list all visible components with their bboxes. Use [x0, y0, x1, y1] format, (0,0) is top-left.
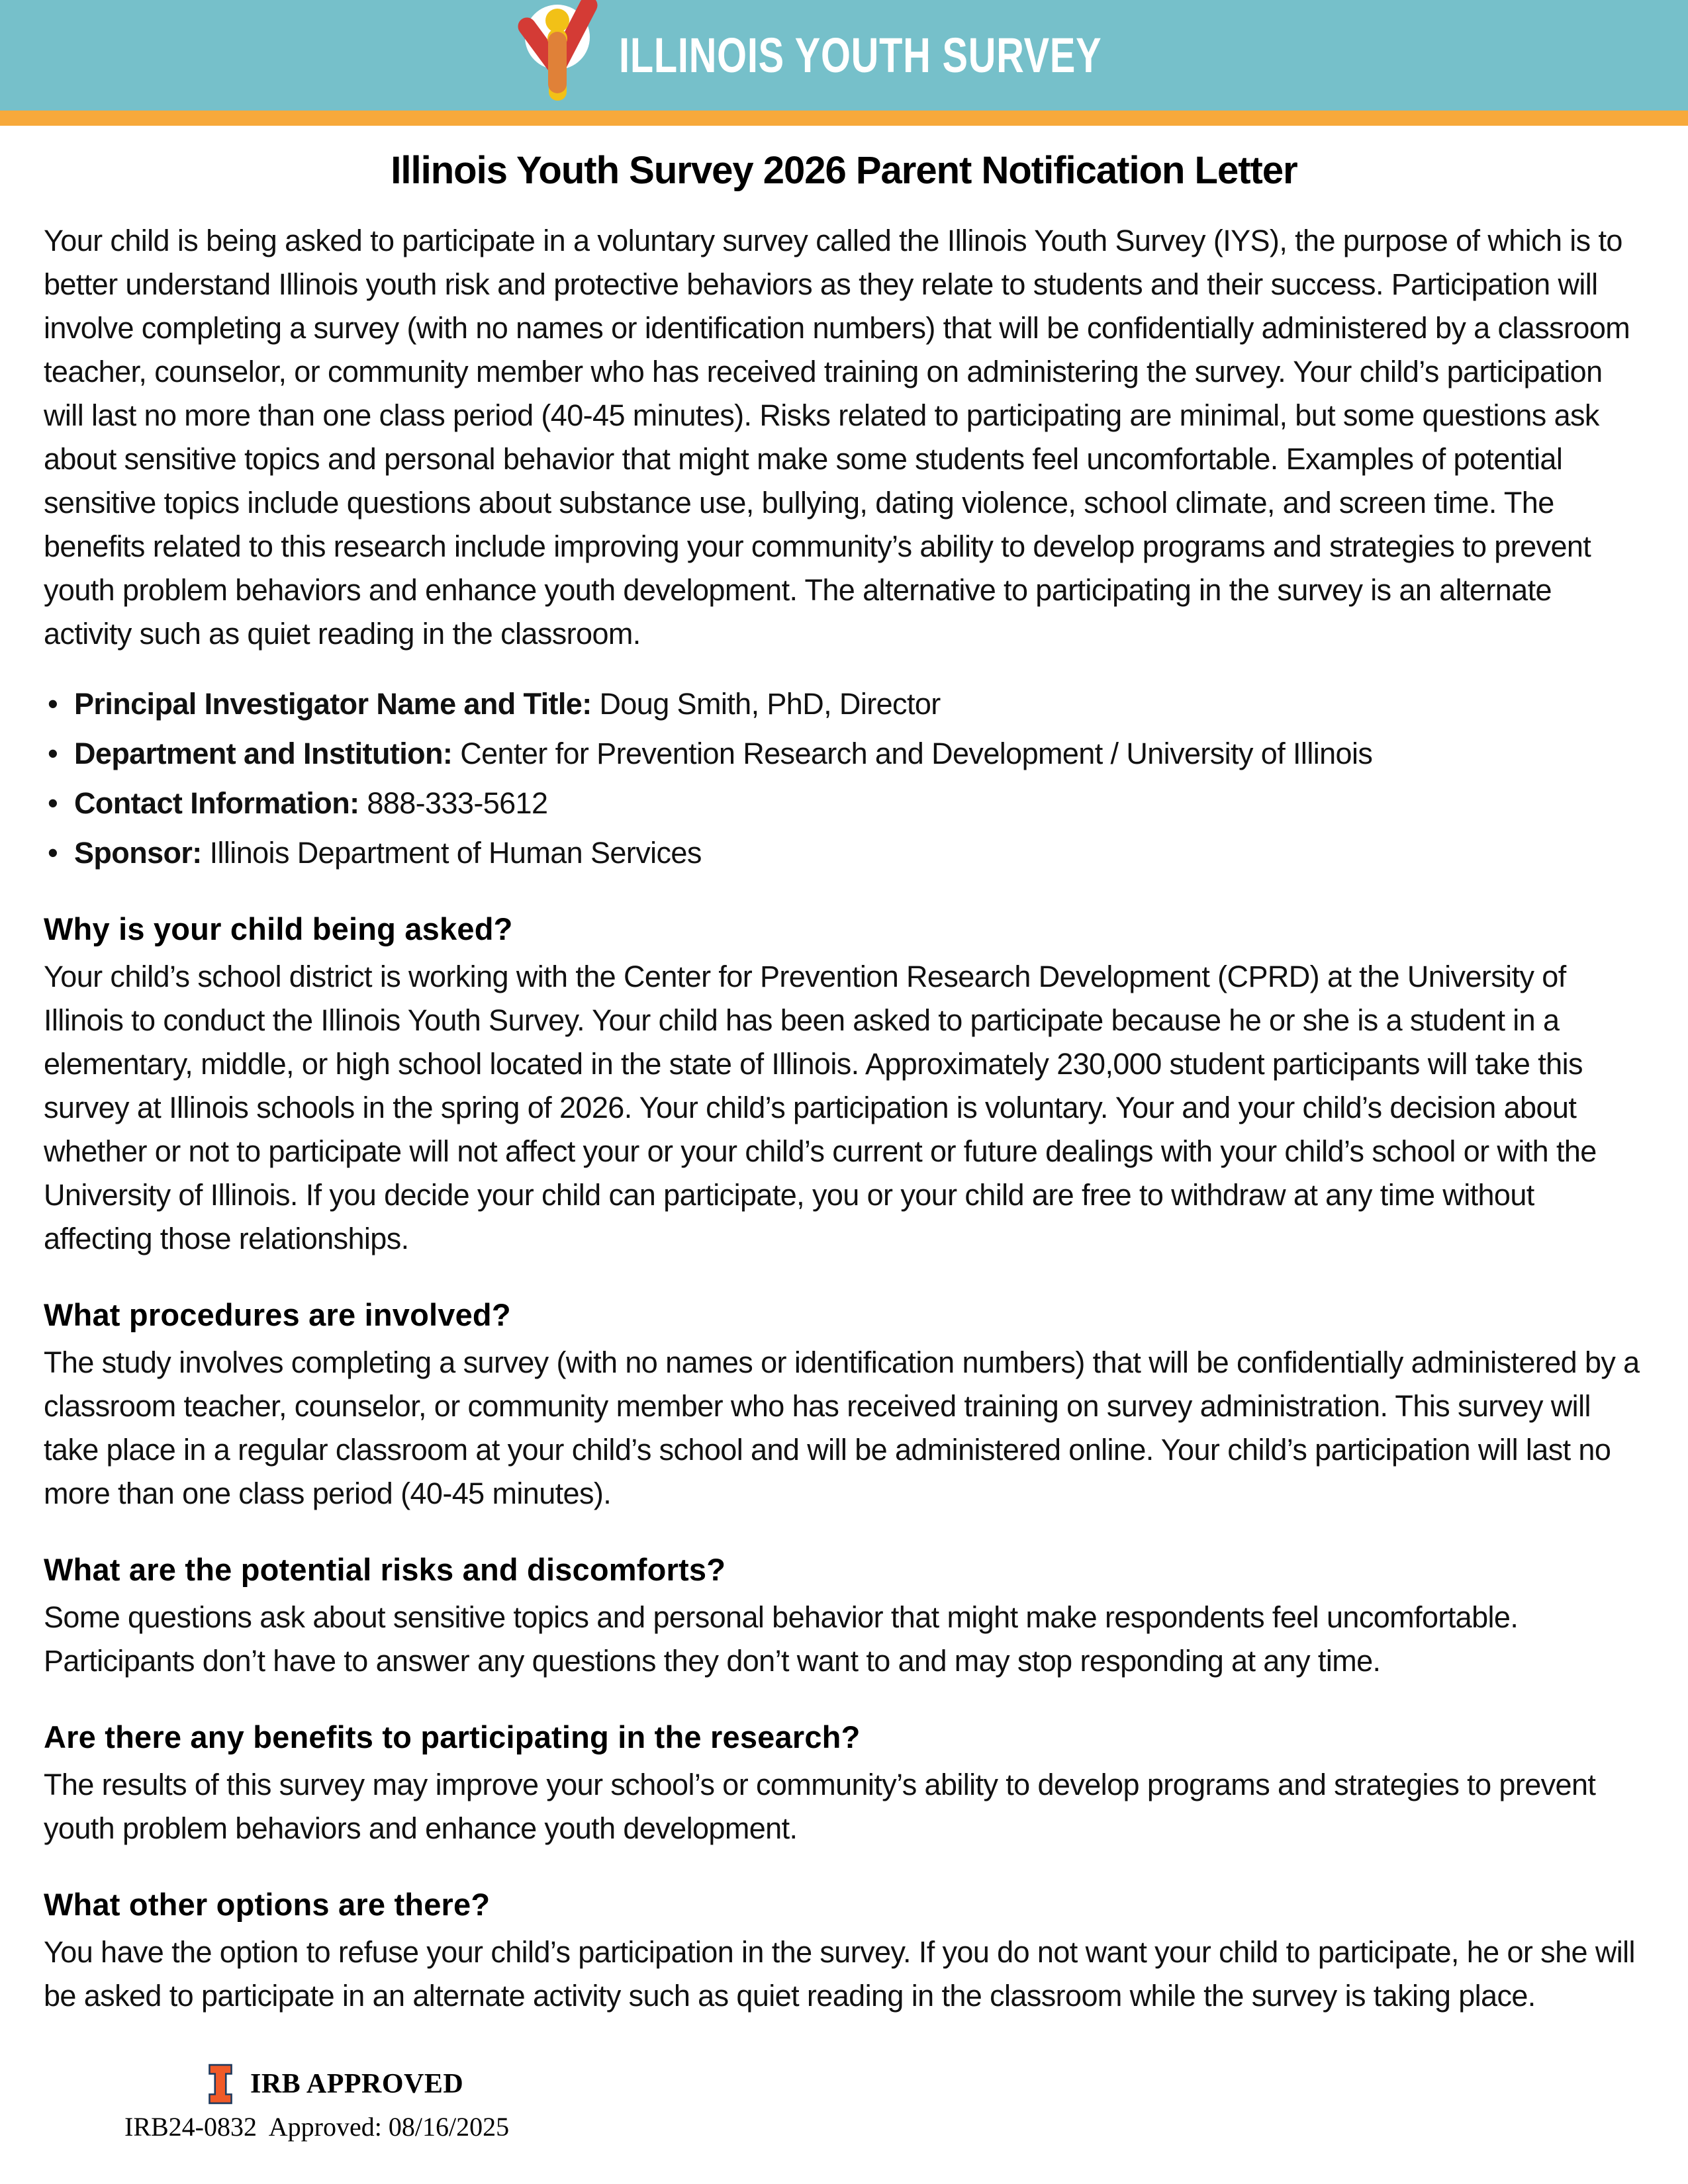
irb-number-date: IRB24-0832 Approved: 08/16/2025 — [124, 2112, 510, 2142]
section-heading: Why is your child being asked? — [44, 911, 513, 946]
section-heading: What other options are there? — [44, 1887, 491, 1922]
section-heading: Are there any benefits to participating in the research? — [44, 1719, 861, 1754]
section-risks — [44, 1551, 1644, 1683]
irb-approved-label: IRB APPROVED — [250, 2069, 464, 2099]
page-header-band — [0, 0, 1688, 111]
bullet-label: Contact Information: — [74, 786, 359, 820]
list-item — [44, 782, 1644, 825]
section-body: You have the option to refuse your child’s participation in the survey. If you do not want your child to participate, he or she will be asked to participate in an alternate activity such as quiet reading in the classroom while the survey is taking place. — [44, 1935, 1635, 2013]
section-benefits — [44, 1719, 1644, 1850]
bullet-value: Center for Prevention Research and Development / University of Illinois — [452, 737, 1373, 770]
brand-title: ILLINOIS YOUTH SURVEY — [619, 28, 1102, 83]
intro-paragraph: Your child is being asked to participate in a voluntary survey called the Illinois Youth Survey (IYS), the purpose of which is to better understand Illinois youth risk and protective behaviors as they relate to students and their success. Participation will involve completing a survey (with no names or identification numbers) that will be confidentially administered by a classroom teacher, counselor, or community member who has received training on administering the survey. Your child’s participation will last no more than one class period (40-45 minutes). Risks related to participating are minimal, but some questions ask about sensitive topics and personal behavior that might make some students feel uncomfortable. Examples of potential sensitive topics include questions about substance use, bullying, dating violence, school climate, and screen time. The benefits related to this research include improving your community’s ability to develop programs and strategies to prevent youth problem behaviors and enhance youth development. The alternative to participating in the survey is an alternate activity such as quiet reading in the classroom. — [44, 224, 1630, 651]
section-why-asked — [44, 911, 1644, 1261]
bullet-value: Doug Smith, PhD, Director — [591, 687, 941, 721]
page-title: Illinois Youth Survey 2026 Parent Notification Letter — [391, 149, 1297, 192]
section-heading: What are the potential risks and discomforts? — [44, 1552, 726, 1587]
section-heading: What procedures are involved? — [44, 1297, 511, 1332]
header-brand-group — [502, 0, 1238, 111]
section-body: Your child’s school district is working with the Center for Prevention Research Development (CPRD) at the University of Illinois to conduct the Illinois Youth Survey. Your child has been asked to participate because he or she is a student in a elementary, middle, or high school located in the state of Illinois. Approximately 230,000 student participants will take this survey at Illinois schools in the spring of 2026. Your child’s participation is voluntary. Your and your child’s decision about whether or not to participate will not affect your or your child’s current or future dealings with your child’s school or with the University of Illinois. If you decide your child can participate, you or your child are free to withdraw at any time without affecting those relationships. — [44, 960, 1597, 1255]
study-info-list — [44, 682, 1644, 875]
irb-approval-footer — [0, 2064, 1688, 2142]
list-item — [44, 682, 1644, 726]
letter-content — [0, 126, 1688, 2018]
section-procedures — [44, 1297, 1644, 1516]
illinois-block-i-icon — [207, 2064, 234, 2105]
irb-approval-row — [207, 2064, 1688, 2105]
section-body: The results of this survey may improve your school’s or community’s ability to develop programs and strategies to prevent youth problem behaviors and enhance youth development. — [44, 1768, 1596, 1845]
bullet-label: Department and Institution: — [74, 737, 453, 770]
list-item — [44, 732, 1644, 776]
bullet-value: Illinois Department of Human Services — [201, 836, 702, 870]
iys-people-checkmark-logo-icon — [502, 0, 602, 111]
bullet-value: 888-333-5612 — [359, 786, 548, 820]
document-title — [44, 148, 1644, 193]
section-body: The study involves completing a survey (with no names or identification numbers) that will be confidentially administered by a classroom teacher, counselor, or community member who has received training on survey administration. This survey will take place in a regular classroom at your child’s school and will be administered online. Your child’s participation will last no more than one class period (40-45 minutes). — [44, 1345, 1640, 1510]
section-other-options — [44, 1886, 1644, 2018]
bullet-label: Principal Investigator Name and Title: — [74, 687, 592, 721]
header-orange-stripe — [0, 111, 1688, 126]
section-body: Some questions ask about sensitive topics and personal behavior that might make respondents feel uncomfortable. Participants don’t have to answer any questions they don’t want to and may stop responding at any time. — [44, 1600, 1519, 1678]
list-item — [44, 831, 1644, 875]
bullet-label: Sponsor: — [74, 836, 202, 870]
